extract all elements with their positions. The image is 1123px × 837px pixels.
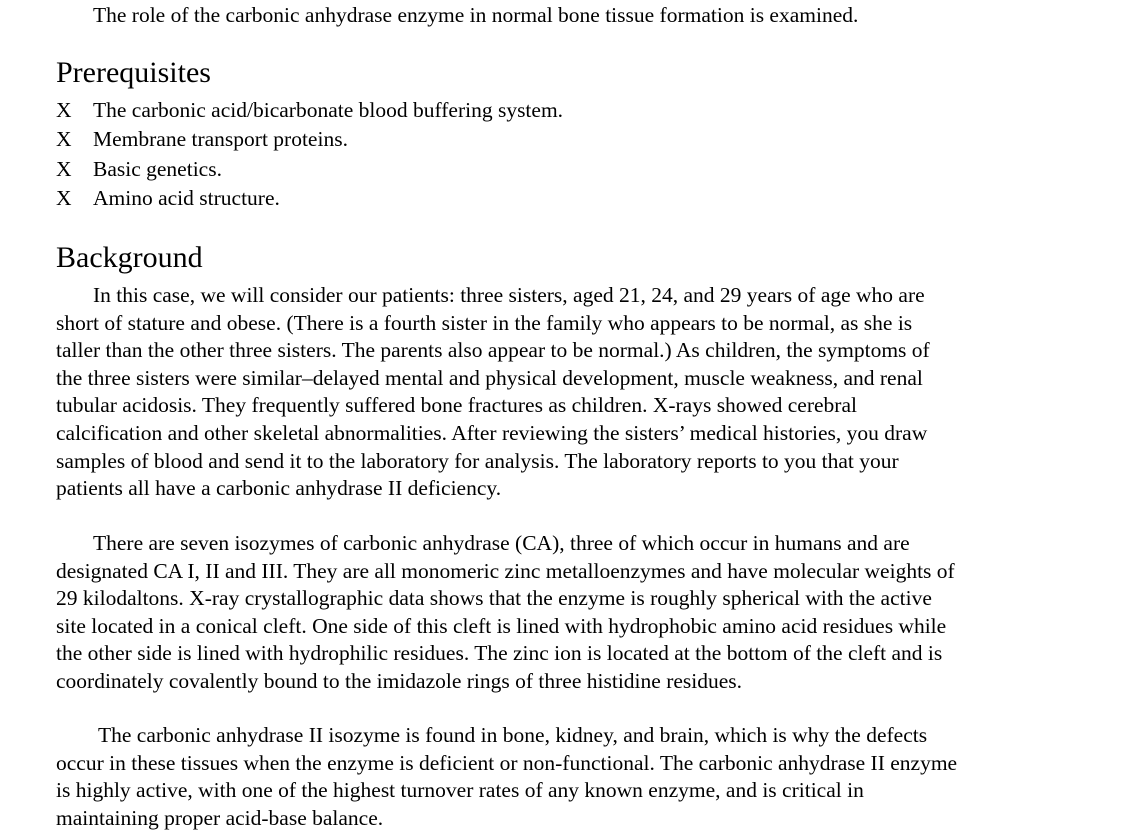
list-item [56,125,563,154]
list-item-text: The carbonic acid/bicarbonate blood buffering system. [93,98,564,122]
paragraph-line: The carbonic anhydrase II isozyme is found in bone, kidney, and brain, which is why the defects [98,723,928,747]
list-item-text: Amino acid structure. [93,185,280,210]
paragraph-line: taller than the other three sisters. The parents also appear to be normal.) As children, the symptoms of [56,338,930,363]
paragraph-line: calcification and other skeletal abnormalities. After reviewing the sisters’ medical histories, you draw [56,420,928,445]
list-item [56,184,563,213]
list-item-text: Basic genetics. [93,156,222,181]
list-marker: X [56,127,72,152]
paragraph-line: the three sisters were similar–delayed mental and physical development, muscle weakness, and renal [56,365,923,390]
background-paragraph-2 [56,530,1066,696]
paragraph-line: patients all have a carbonic anhydrase II deficiency. [56,476,502,501]
background-heading: Background [56,241,203,274]
paragraph-line: There are seven isozymes of carbonic anhydrase (CA), three of which occur in humans and are [93,531,910,555]
paragraph-line: coordinately covalently bound to the imidazole rings of three histidine residues. [56,668,743,693]
background-paragraph-1 [56,282,1066,503]
paragraph-line: site located in a conical cleft. One side of this cleft is lined with hydrophobic amino acid residues while [56,613,947,638]
background-paragraph-3 [56,722,1066,832]
list-marker: X [56,156,72,181]
list-item-text: Membrane transport proteins. [93,127,348,152]
paragraph-line: 29 kilodaltons. X-ray crystallographic data shows that the enzyme is roughly spherical with the active [56,586,932,611]
list-marker: X [56,185,72,210]
paragraph-line: the other side is lined with hydrophilic residues. The zinc ion is located at the bottom of the cleft and is [56,641,943,666]
list-marker: X [56,98,72,122]
paragraph-line: designated CA I, II and III. They are all monomeric zinc metalloenzymes and have molecular weights of [56,558,955,583]
paragraph-line: samples of blood and send it to the laboratory for analysis. The laboratory reports to you that your [56,448,899,473]
paragraph-line: tubular acidosis. They frequently suffered bone fractures as children. X-rays showed cerebral [56,393,857,418]
intro-text: The role of the carbonic anhydrase enzyme in normal bone tissue formation is examined. [93,3,859,27]
list-item [56,155,563,184]
paragraph-line: is highly active, with one of the highest turnover rates of any known enzyme, and is critical in [56,778,864,803]
paragraph-line: maintaining proper acid-base balance. [56,805,384,830]
paragraph-line: In this case, we will consider our patients: three sisters, aged 21, 24, and 29 years of age who are [93,283,925,307]
paragraph-line: occur in these tissues when the enzyme is deficient or non-functional. The carbonic anhydrase II enzyme [56,750,958,775]
paragraph-line: short of stature and obese. (There is a fourth sister in the family who appears to be normal, as she is [56,310,913,335]
prerequisites-list [56,96,563,213]
prerequisites-heading: Prerequisites [56,56,211,89]
list-item [56,96,563,125]
